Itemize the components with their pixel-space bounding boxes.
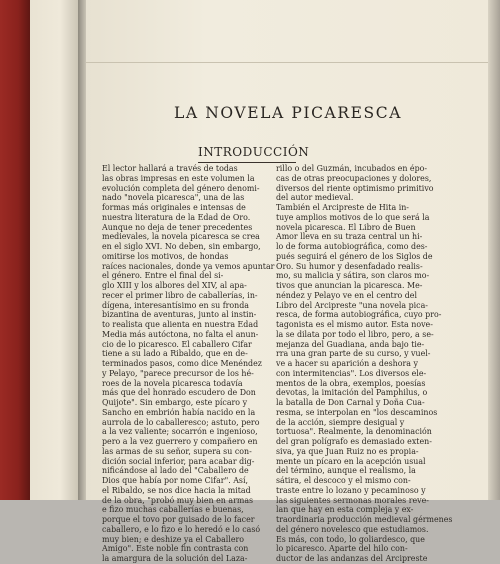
text-line: Amor lleva en su traza central un hi- [276, 232, 423, 242]
text-line: porque el tovo por guisado de lo facer [102, 515, 255, 524]
text-line: mejanza del Guadiana, anda bajo tie- [276, 339, 425, 349]
text-line: devotas, la imitación del Pamphilus, o [276, 388, 428, 398]
text-line: de la obra, "probó muy bien en armas [102, 495, 254, 505]
text-line: Media más autóctona, no falta el anun- [102, 329, 259, 339]
text-line: rra una gran parte de su curso, y vuel- [276, 349, 431, 359]
text-line: resma, se interpolan en "los descaminos [276, 407, 438, 417]
text-column-left [102, 164, 275, 564]
text-line: Sancho en embrión había nacido en la [102, 407, 256, 417]
text-line: mente un pícaro en la acepción usual [276, 456, 426, 466]
text-line: cas de otras preocupaciones y dolores, [276, 173, 432, 183]
section-underline [198, 162, 296, 163]
text-line: dición social inferior, para acabar dig- [102, 456, 255, 466]
text-line: a la vez valiente; socarrón e ingenioso, [102, 427, 258, 437]
text-line: rillo o del Guzmán, incubados en épo- [276, 164, 428, 173]
text-line: Aunque no deja de tener precedentes [102, 222, 253, 232]
text-line: pero a la vez guerrero y compañero en [102, 437, 258, 446]
text-line: Es más, con todo, lo goliardesco, que [276, 534, 425, 544]
text-line: sátira, el descoco y el mismo con- [276, 476, 411, 485]
section-title: INTRODUCCIÓN [198, 145, 310, 159]
text-line: las siguientes sermonas morales reve- [276, 495, 429, 505]
text-line: Libro del Arcipreste "una novela pica- [276, 300, 428, 310]
text-line: la amargura de la solución del Laza- [102, 554, 248, 563]
text-line: néndez y Pelayo ve en el centro del [276, 290, 417, 300]
text-line: tagonista es el mismo autor. Esta nove- [276, 320, 433, 329]
text-line: aurrola de lo caballeresco; astuto, pero [102, 417, 260, 427]
text-line: lo de forma autobiográfica, como des- [276, 242, 428, 251]
text-line: las obras impresas en este volumen la [102, 173, 255, 183]
text-line: diversos del riente optimismo primitivo [276, 183, 434, 193]
text-line: roes de la novela picaresca todavía [102, 378, 243, 388]
text-line: raíces nacionales, donde ya vemos apuntar [102, 261, 275, 271]
text-line: la se dilata por todo el libro, pero, a se- [276, 329, 434, 339]
text-line: omitirse los motivos, de hondas [102, 251, 229, 261]
text-line: nificándose al lado del "Caballero de [102, 466, 249, 476]
text-line: del gran polígrafo es demasiado exten- [276, 437, 432, 446]
text-line: tivos que anuncian la picaresca. Me- [276, 281, 423, 290]
text-line: caballero, e lo fizo e lo heredó e lo casó [102, 524, 261, 534]
text-line: to realista que alienta en nuestra Edad [102, 320, 259, 329]
text-line: También el Arcipreste de Hita in- [276, 203, 409, 212]
right-page [86, 0, 490, 563]
text-line: pués seguirá el género de los Siglos de [276, 251, 433, 261]
text-line: glo XIII y los albores del XIV, al apa- [102, 281, 247, 290]
text-line: e fizo muchas caballerías e buenas, [102, 505, 244, 515]
text-line: medievales, la novela picaresca se crea [102, 232, 260, 242]
text-line: ve a hacer su aparición a deshora y [276, 359, 418, 368]
text-line: muy bien; e deshize ya el Caballero [102, 534, 245, 544]
text-line: evolución completa del género denomi- [102, 183, 260, 193]
text-line: del género novelesco que estudiamos. [276, 524, 429, 534]
text-line: las armas de su señor, supera su con- [102, 446, 252, 456]
text-line: novela picaresca. El Libro de Buen [276, 222, 416, 232]
text-line: bizantina de aventuras, junto al instin- [102, 310, 257, 320]
text-line: la batalla de Don Carnal y Doña Cua- [276, 398, 425, 407]
text-line: nado "novela picaresca", una de las [102, 193, 245, 203]
text-line: de la acción, siempre desigual y [276, 417, 405, 427]
text-line: con intermitencias". Los diversos ele- [276, 368, 427, 378]
text-line: nuestra literatura de la Edad de Oro. [102, 212, 251, 222]
text-line: resca, de forma autobiográfica, cuyo pro- [276, 310, 442, 320]
text-line: terminados pasos, como dice Menéndez [102, 359, 262, 368]
left-page [30, 0, 80, 500]
text-line: el Ribaldo, se nos dice hacia la mitad [102, 485, 251, 495]
text-line: mentos de la obra, exemplos, poesías [276, 378, 426, 388]
text-line: mo, su malicia y sátira, son claros mo- [276, 271, 430, 281]
text-line: El lector hallará a través de todas [102, 164, 238, 173]
chapter-title: LA NOVELA PICARESCA [174, 104, 402, 122]
text-line: Dios que había por nome Cifar". Así, [102, 476, 248, 485]
text-line: cio de lo picaresco. El caballero Cifar [102, 339, 252, 349]
text-line: más que del honrado escudero de Don [102, 388, 256, 398]
text-column-right [276, 164, 453, 564]
text-line: formas más originales e intensas de [102, 203, 246, 212]
text-line: y Pelayo, "parece precursor de los hé- [102, 368, 254, 378]
text-line: recer el primer libro de caballerías, in- [102, 290, 258, 300]
page-rule [86, 62, 490, 63]
book-cover-edge [0, 0, 30, 500]
text-line: en el siglo XVI. No deben, sin embargo, [102, 242, 261, 251]
text-line: Oro. Su humor y desenfadado realis- [276, 261, 423, 271]
text-line: Amigo". Este noble fin contrasta con [102, 544, 249, 554]
text-line: del autor medieval. [276, 193, 354, 203]
text-line: el género. Entre el final del si- [102, 271, 224, 281]
text-line: traordinaria producción medieval gérmenes [276, 515, 453, 524]
text-line: lan que hay en esta compleja y ex- [276, 505, 414, 515]
text-line: tortuosa". Realmente, la denominación [276, 427, 432, 437]
text-line: tiene a su lado a Ribaldo, que en de- [102, 349, 248, 359]
text-line: siva, ya que Juan Ruiz no es propia- [276, 446, 419, 456]
text-line: dígena, interesantísimo en su fronda [102, 300, 250, 310]
page-edge [488, 0, 500, 500]
text-line: del término, aunque el realismo, la [276, 466, 416, 476]
text-line: Quijote". Sin embargo, este pícaro y [102, 398, 248, 407]
text-line: lo picaresco. Aparte del hilo con- [276, 544, 408, 554]
text-line: tuye amplios motivos de lo que será la [276, 212, 430, 222]
text-line: ductor de las andanzas del Arcipreste [276, 554, 428, 563]
text-line: traste entre lo lozano y pecaminoso y [276, 485, 426, 495]
